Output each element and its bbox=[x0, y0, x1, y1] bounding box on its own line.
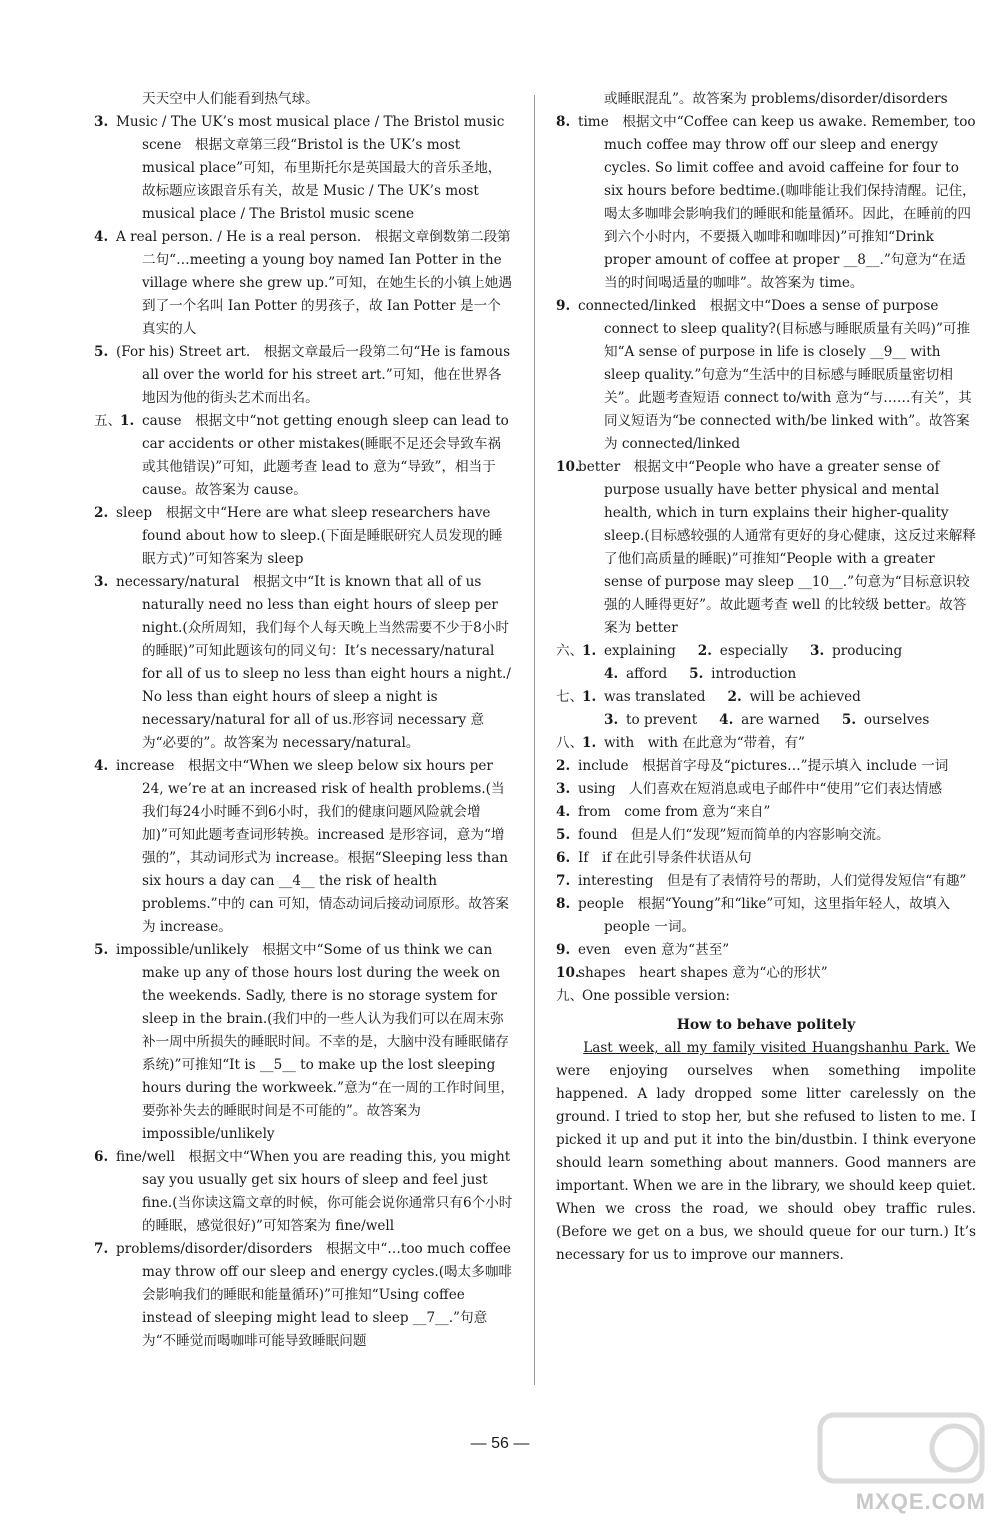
question-number: 2. bbox=[94, 505, 109, 521]
answer-text: better 根据文中“People who have a greater sense of purpose usually have better physical and mental health, which in turn explains their higher-quality sleep.(目标感较强的人通常有更好的身心健康，这反过来解释了他们高质量的睡眠)”可推知“People with a greater sense of purpose may sleep __10__.”句意为“目标意识较强的人睡得更好”。故此题考查 well 的比较级 better。故答案为 better bbox=[578, 459, 976, 636]
question-number: 10. bbox=[556, 459, 580, 475]
answer-text: with with 在此意为“带着，有” bbox=[604, 735, 805, 751]
answer-text: impossible/unlikely 根据文中“Some of us think we can make up any of those hours lost during the week on the weekends. Sadly, there is no storage system for sleep in the brain.(我们中的一些人认为我们可以在周末弥补一周中所损失的睡眠时间。不幸的是，大脑中没有睡眠储存系统)”可推知“It is __5__ to make up the lost sleeping hours during the workweek.”意为“在一周的工作时间里，要弥补失去的睡眠时间是不可能的”。故答案为 impossible/unlikely bbox=[116, 942, 515, 1142]
answer-pair bbox=[582, 643, 676, 659]
question-number: 4. bbox=[94, 229, 109, 245]
answer-item bbox=[556, 870, 976, 893]
answer-pair bbox=[719, 709, 820, 732]
answer-pair bbox=[810, 640, 902, 663]
answer-text: sleep 根据文中“Here are what sleep researchers have found about how to sleep.(下面是睡眠研究人员发现的睡眠方式)”可知答案为 sleep bbox=[116, 505, 503, 567]
essay-body bbox=[556, 1037, 976, 1267]
question-number: 1. bbox=[582, 643, 597, 659]
answer-item bbox=[556, 686, 976, 709]
answer-text: 或睡眠混乱”。故答案为 problems/disorder/disorders bbox=[604, 91, 948, 107]
answer-item bbox=[556, 456, 976, 640]
answer-text: 天天空中人们能看到热气球。 bbox=[142, 91, 319, 107]
question-number: 6. bbox=[94, 1149, 109, 1165]
answer-item bbox=[556, 801, 976, 824]
answer-text: especially bbox=[719, 643, 788, 659]
essay-text: We were enjoying ourselves when something impolite happened. A lady dropped some litter carelessly on the ground. I tried to stop her, but she refused to listen to me. I picked it up and put it into the bin/dustbin. I think everyone should learn something about manners. Good manners are important. When we are in the library, we should keep quiet. When we cross the road, we should obey traffic rules. (Before we get on a bus, we should queue for our turn.) It’s necessary for us to improve our manners. bbox=[556, 1040, 976, 1263]
answer-text: (For his) Street art. 根据文章最后一段第二句“He is famous all over the world for his street art.”可知，他在世界各地因为他的街头艺术而出名。 bbox=[116, 344, 511, 406]
answer-item bbox=[556, 295, 976, 456]
answer-pair bbox=[604, 712, 697, 728]
answer-item bbox=[556, 847, 976, 870]
question-number: 5. bbox=[94, 344, 109, 360]
answer-item bbox=[556, 640, 976, 663]
answer-text: using 人们喜欢在短消息或电子邮件中“使用”它们表达情感 bbox=[578, 781, 943, 797]
question-number: 5. bbox=[94, 942, 109, 958]
answer-pair bbox=[728, 686, 861, 709]
answer-text: necessary/natural 根据文中“It is known that all of us naturally need no less than eight hours of sleep per night.(众所周知，我们每个人每天晚上当然需要不少于8小时的睡眠)”可知此题该句的同义句：It’s necessary/natural for all of us to sleep no less than eight hours a night./ No less than eight hours of sleep a night is necessary/natural for all of us.形容词 necessary 意为“必要的”。故答案为 necessary/natural。 bbox=[116, 574, 511, 751]
answer-text: shapes heart shapes 意为“心的形状” bbox=[578, 965, 828, 981]
answer-item bbox=[94, 1238, 514, 1353]
answer-text: producing bbox=[832, 643, 903, 659]
question-number: 3. bbox=[94, 574, 109, 590]
page-number: — 56 — bbox=[470, 1435, 530, 1452]
answer-text: One possible version: bbox=[582, 988, 730, 1004]
answer-text: time 根据文中“Coffee can keep us awake. Remember, too much coffee may throw off our sleep and energy cycles. So limit coffee and avoid caffeine for four to six hours before bedtime.(咖啡能让我们保持清醒。记住，喝太多咖啡会影响我们的睡眠和能量循环。因此，在睡前的四到六个小时内，不要摄入咖啡和咖啡因)”可推知“Drink proper amount of coffee at proper __8__.”句意为“在适当的时间喝适量的咖啡”。故答案为 time。 bbox=[578, 114, 976, 291]
question-number: 8. bbox=[556, 896, 571, 912]
answer-item bbox=[556, 824, 976, 847]
answer-text: introduction bbox=[711, 666, 797, 682]
answer-pair bbox=[689, 663, 796, 686]
answer-item bbox=[556, 663, 976, 686]
section-number: 八、 bbox=[556, 735, 584, 751]
question-number: 5. bbox=[841, 712, 857, 728]
answer-text: connected/linked 根据文中“Does a sense of purpose connect to sleep quality?(目标感与睡眠质量有关吗)”可推知“A sense of purpose in life is closely __9__ with sleep quality.”句意为“生活中的目标感与睡眠质量密切相关”。此题考查短语 connect to/with 意为“与……有关”，其同义短语为“be connected with/be linked with”。故答案为 connected/linked bbox=[578, 298, 972, 452]
question-number: 8. bbox=[556, 114, 571, 130]
question-number: 1. bbox=[582, 689, 597, 705]
answer-item bbox=[556, 962, 976, 985]
answer-text: even even 意为“甚至” bbox=[578, 942, 730, 958]
answer-item bbox=[556, 88, 976, 111]
question-number: 9. bbox=[556, 942, 571, 958]
answer-item bbox=[556, 755, 976, 778]
question-number: 5. bbox=[556, 827, 571, 843]
answer-text: are warned bbox=[741, 712, 820, 728]
essay-first-sentence: Last week, all my family visited Huangshanhu Park. bbox=[583, 1040, 950, 1056]
answer-item bbox=[94, 502, 514, 571]
question-number: 2. bbox=[697, 643, 712, 659]
question-number: 4. bbox=[604, 666, 619, 682]
question-number: 4. bbox=[719, 712, 734, 728]
question-number: 6. bbox=[556, 850, 571, 866]
answer-text: interesting 但是有了表情符号的帮助，人们觉得发短信“有趣” bbox=[578, 873, 967, 889]
answer-item bbox=[94, 410, 514, 502]
question-number: 7. bbox=[94, 1241, 109, 1257]
answer-item bbox=[94, 111, 514, 226]
answer-text: was translated bbox=[604, 689, 706, 705]
watermark-url: MXQE.COM bbox=[855, 1489, 986, 1514]
answer-item bbox=[556, 893, 976, 939]
answer-pair bbox=[582, 689, 706, 705]
section-number: 九、 bbox=[556, 988, 584, 1004]
answer-text: found 但是人们“发现”短而简单的内容影响交流。 bbox=[578, 827, 890, 843]
question-number: 4. bbox=[556, 804, 571, 820]
answer-item bbox=[94, 341, 514, 410]
answer-item bbox=[94, 755, 514, 939]
question-number: 1. bbox=[120, 413, 135, 429]
answer-text: from come from 意为“来自” bbox=[578, 804, 771, 820]
column-divider bbox=[534, 95, 535, 1385]
question-number: 2. bbox=[556, 758, 571, 774]
question-number: 3. bbox=[556, 781, 571, 797]
question-number: 1. bbox=[582, 735, 597, 751]
answer-text: to prevent bbox=[626, 712, 698, 728]
answer-text: people 根据“Young”和“like”可知，这里指年轻人，故填入 people 一词。 bbox=[578, 896, 951, 935]
answer-text: A real person. / He is a real person. 根据文章倒数第二段第二句“…meeting a young boy named Ian Potter in the village where she grew up.”可知，在她生长的小镇上她遇到了一个名叫 Ian Potter 的男孩子，故 Ian Potter 是一个真实的人 bbox=[116, 229, 512, 337]
answer-text: Music / The UK’s most musical place / The Bristol music scene 根据文章第三段“Bristol is the UK’s most musical place”可知，布里斯托尔是英国最大的音乐圣地，故标题应该跟音乐有关，故是 Music / The UK’s most musical place / The Bristol music scene bbox=[116, 114, 505, 222]
answer-text: explaining bbox=[604, 643, 676, 659]
section-number: 五、 bbox=[94, 413, 122, 429]
answer-text: increase 根据文中“When we sleep below six hours per 24, we’re at an increased risk of health problems.(当我们每24小时睡不到6小时，我们的健康问题风险就会增加)”可知此题考查词形转换。increased 是形容词，意为“增强的”，其动词形式为 increase。根据“Sleeping less than six hours a day can __4__ the risk of health problems.”中的 can 可知，情态动词后接动词原形。故答案为 increase。 bbox=[116, 758, 510, 935]
question-number: 5. bbox=[689, 666, 704, 682]
answer-text: afford bbox=[626, 666, 668, 682]
answer-pair bbox=[604, 666, 667, 682]
watermark-logo bbox=[816, 1407, 986, 1489]
answer-item bbox=[556, 709, 976, 732]
question-number: 4. bbox=[94, 758, 109, 774]
question-number: 3. bbox=[810, 643, 825, 659]
answer-item bbox=[556, 778, 976, 801]
answer-item bbox=[94, 226, 514, 341]
answer-item bbox=[94, 88, 514, 111]
answer-item bbox=[556, 732, 976, 755]
answer-item bbox=[556, 111, 976, 295]
answer-text: include 根据首字母及“pictures…”提示填入 include 一词 bbox=[578, 758, 949, 774]
section-number: 六、 bbox=[556, 643, 584, 659]
answer-item bbox=[94, 939, 514, 1146]
answer-pair bbox=[842, 709, 930, 732]
answer-text: fine/well 根据文中“When you are reading this, you might say you usually get six hours of sleep and feel just fine.(当你读这篇文章的时候，你可能会说你通常只有6个小时的睡眠，感觉很好)”可知答案为 fine/well bbox=[116, 1149, 513, 1234]
answer-text: ourselves bbox=[863, 712, 930, 728]
question-number: 9. bbox=[556, 298, 571, 314]
essay-title: How to behave politely bbox=[676, 1017, 856, 1033]
answer-item bbox=[94, 1146, 514, 1238]
answer-pair bbox=[698, 640, 788, 663]
question-number: 7. bbox=[556, 873, 571, 889]
answer-text: If if 在此引导条件状语从句 bbox=[578, 850, 752, 866]
answer-item bbox=[556, 985, 976, 1008]
answer-text: cause 根据文中“not getting enough sleep can lead to car accidents or other mistakes(睡眠不足还会导致车祸或其他错误)”可知，此题考查 lead to 意为“导致”，相当于 cause。故答案为 cause。 bbox=[142, 413, 509, 498]
section-number: 七、 bbox=[556, 689, 584, 705]
question-number: 2. bbox=[727, 689, 742, 705]
question-number: 10. bbox=[556, 965, 580, 981]
answer-text: problems/disorder/disorders 根据文中“…too much coffee may throw off our sleep and energy cycles.(喝太多咖啡会影响我们的睡眠和能量循环)”可推知“Using coffee instead of sleeping might lead to sleep __7__.”句意为“不睡觉而喝咖啡可能导致睡眠问题 bbox=[116, 1241, 513, 1349]
right-column bbox=[556, 88, 976, 1267]
left-column bbox=[94, 88, 514, 1353]
answer-item bbox=[556, 939, 976, 962]
answer-text: will be achieved bbox=[749, 689, 861, 705]
question-number: 3. bbox=[94, 114, 109, 130]
answer-item bbox=[94, 571, 514, 755]
question-number: 3. bbox=[604, 712, 619, 728]
